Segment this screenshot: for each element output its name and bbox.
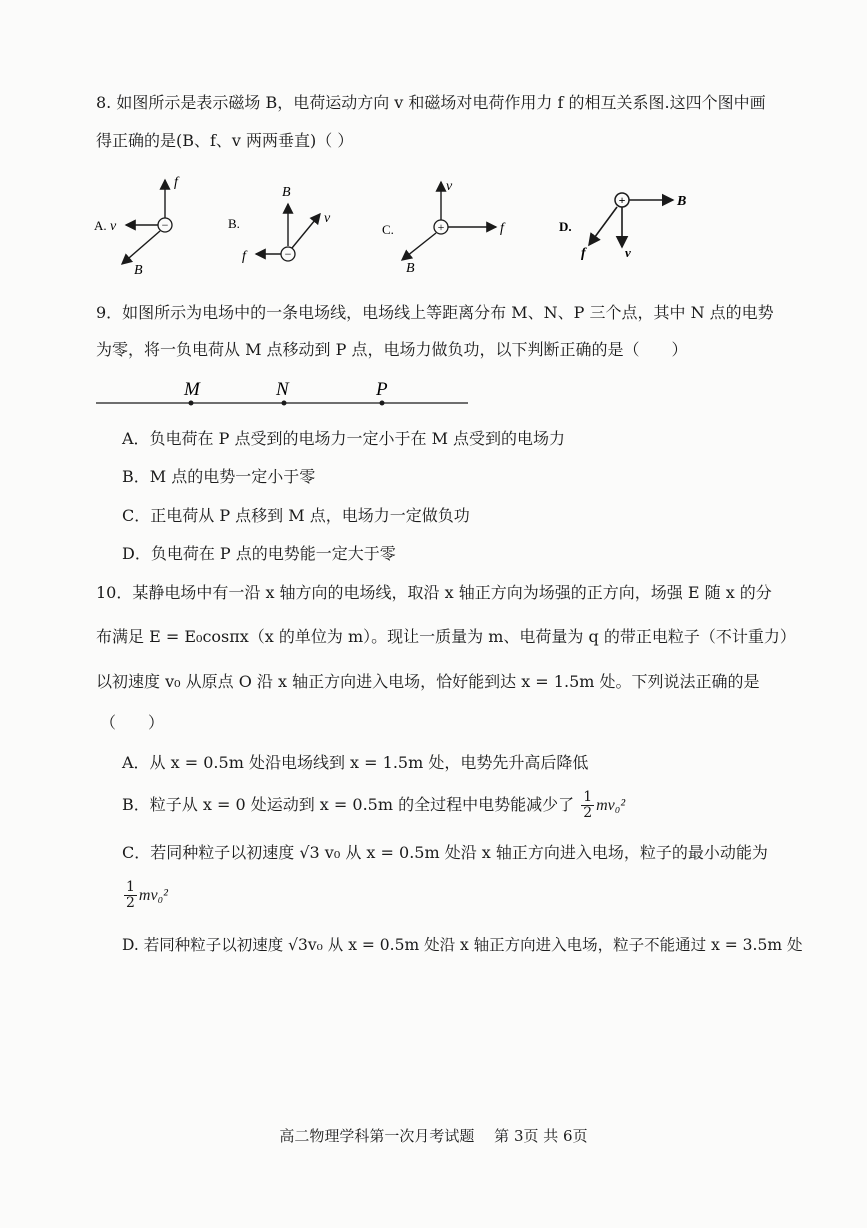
q10-line-3: 以初速度 v₀ 从原点 O 沿 x 轴正方向进入电场，恰好能到达 x = 1.5m 处。下列说法正确的是 xyxy=(96,672,760,691)
fig-b-b: B xyxy=(282,185,291,200)
q9-option-b: B．M 点的电势一定小于零 xyxy=(122,467,316,486)
q8-figure-a xyxy=(90,170,210,280)
fig-c-label: C. xyxy=(382,222,394,237)
point-n: N xyxy=(276,379,289,400)
fig-a-f: f xyxy=(174,175,178,190)
q10-line-1: 10．某静电场中有一沿 x 轴方向的电场线，取沿 x 轴正方向为场强的正方向，场强 E 随 x 的分 xyxy=(96,583,772,602)
fig-b-f: f xyxy=(242,249,246,264)
fig-b-label: B. xyxy=(228,216,240,231)
point-m: M xyxy=(184,379,200,400)
fig-d-b: B xyxy=(677,194,687,209)
fig-c-b: B xyxy=(406,261,415,276)
fraction: $\frac{1}{2}$ xyxy=(126,879,135,911)
q9-option-a: A．负电荷在 P 点受到的电场力一定小于在 M 点受到的电场力 xyxy=(122,429,566,448)
q8-line-1: 8. 如图所示是表示磁场 B，电荷运动方向 v 和磁场对电荷作用力 f 的相互关系图.这四个图中画 xyxy=(96,93,766,112)
fig-d-charge: + xyxy=(618,193,626,207)
q10-option-b xyxy=(122,790,625,821)
point-p: P xyxy=(376,379,388,400)
q8-figure-c xyxy=(380,172,520,277)
fig-a-b: B xyxy=(134,263,143,278)
q9-option-c: C．正电荷从 P 点移到 M 点，电场力一定做负功 xyxy=(122,506,470,525)
q10-option-c: C．若同种粒子以初速度 √3 v₀ 从 x = 0.5m 处沿 x 轴正方向进入电场，粒子的最小动能为 xyxy=(122,843,768,862)
fig-d-v: v xyxy=(625,245,631,260)
fig-c-f: f xyxy=(500,221,504,236)
fig-c-charge: + xyxy=(437,220,445,234)
q10-option-b-expr: mv₀² xyxy=(596,797,626,814)
page-footer: 高二物理学科第一次月考试题 第 3页 共 6页 xyxy=(279,1127,588,1145)
q10-option-c-expr: mv₀² xyxy=(138,887,168,904)
q10-option-c-cont xyxy=(122,880,168,911)
fig-d-f: f xyxy=(581,246,586,261)
q9-field-line-figure xyxy=(96,375,476,415)
fig-a-label: A. xyxy=(94,218,107,233)
fraction: $\frac{1}{2}$ xyxy=(583,789,593,821)
q10-option-d: D. 若同种粒子以初速度 √3v₀ 从 x = 0.5m 处沿 x 轴正方向进入电场，粒子不能通过 x = 3.5m 处 xyxy=(122,936,803,954)
fig-c-v: v xyxy=(446,179,453,194)
q10-line-2: 布满足 E = E₀cosπx（x 的单位为 m）。现让一质量为 m、电荷量为 q 的带正电粒子（不计重力） xyxy=(96,627,796,646)
q8-figure-d xyxy=(555,185,705,270)
q10-option-b-text: B．粒子从 x = 0 处运动到 x = 0.5m 的全过程中电势能减少了 xyxy=(122,795,575,814)
q10-option-a: A．从 x = 0.5m 处沿电场线到 x = 1.5m 处，电势先升高后降低 xyxy=(122,753,589,772)
q9-option-d: D．负电荷在 P 点的电势能一定大于零 xyxy=(122,544,396,563)
q10-line-4: （ ） xyxy=(100,713,165,732)
q8-line-2: 得正确的是(B、f、v 两两垂直)（ ） xyxy=(96,131,354,150)
fig-b-charge: − xyxy=(284,247,292,261)
q9-line-2: 为零，将一负电荷从 M 点移动到 P 点，电场力做负功，以下判断正确的是（ ） xyxy=(96,340,688,359)
fig-d-label: D. xyxy=(559,219,572,234)
q9-line-1: 9．如图所示为电场中的一条电场线，电场线上等距离分布 M、N、P 三个点，其中 N 点的电势 xyxy=(96,303,774,322)
q8-figure-b xyxy=(228,180,348,280)
fig-a-v: v xyxy=(110,219,117,234)
fig-b-v: v xyxy=(324,211,331,226)
fig-a-charge: − xyxy=(161,218,169,232)
